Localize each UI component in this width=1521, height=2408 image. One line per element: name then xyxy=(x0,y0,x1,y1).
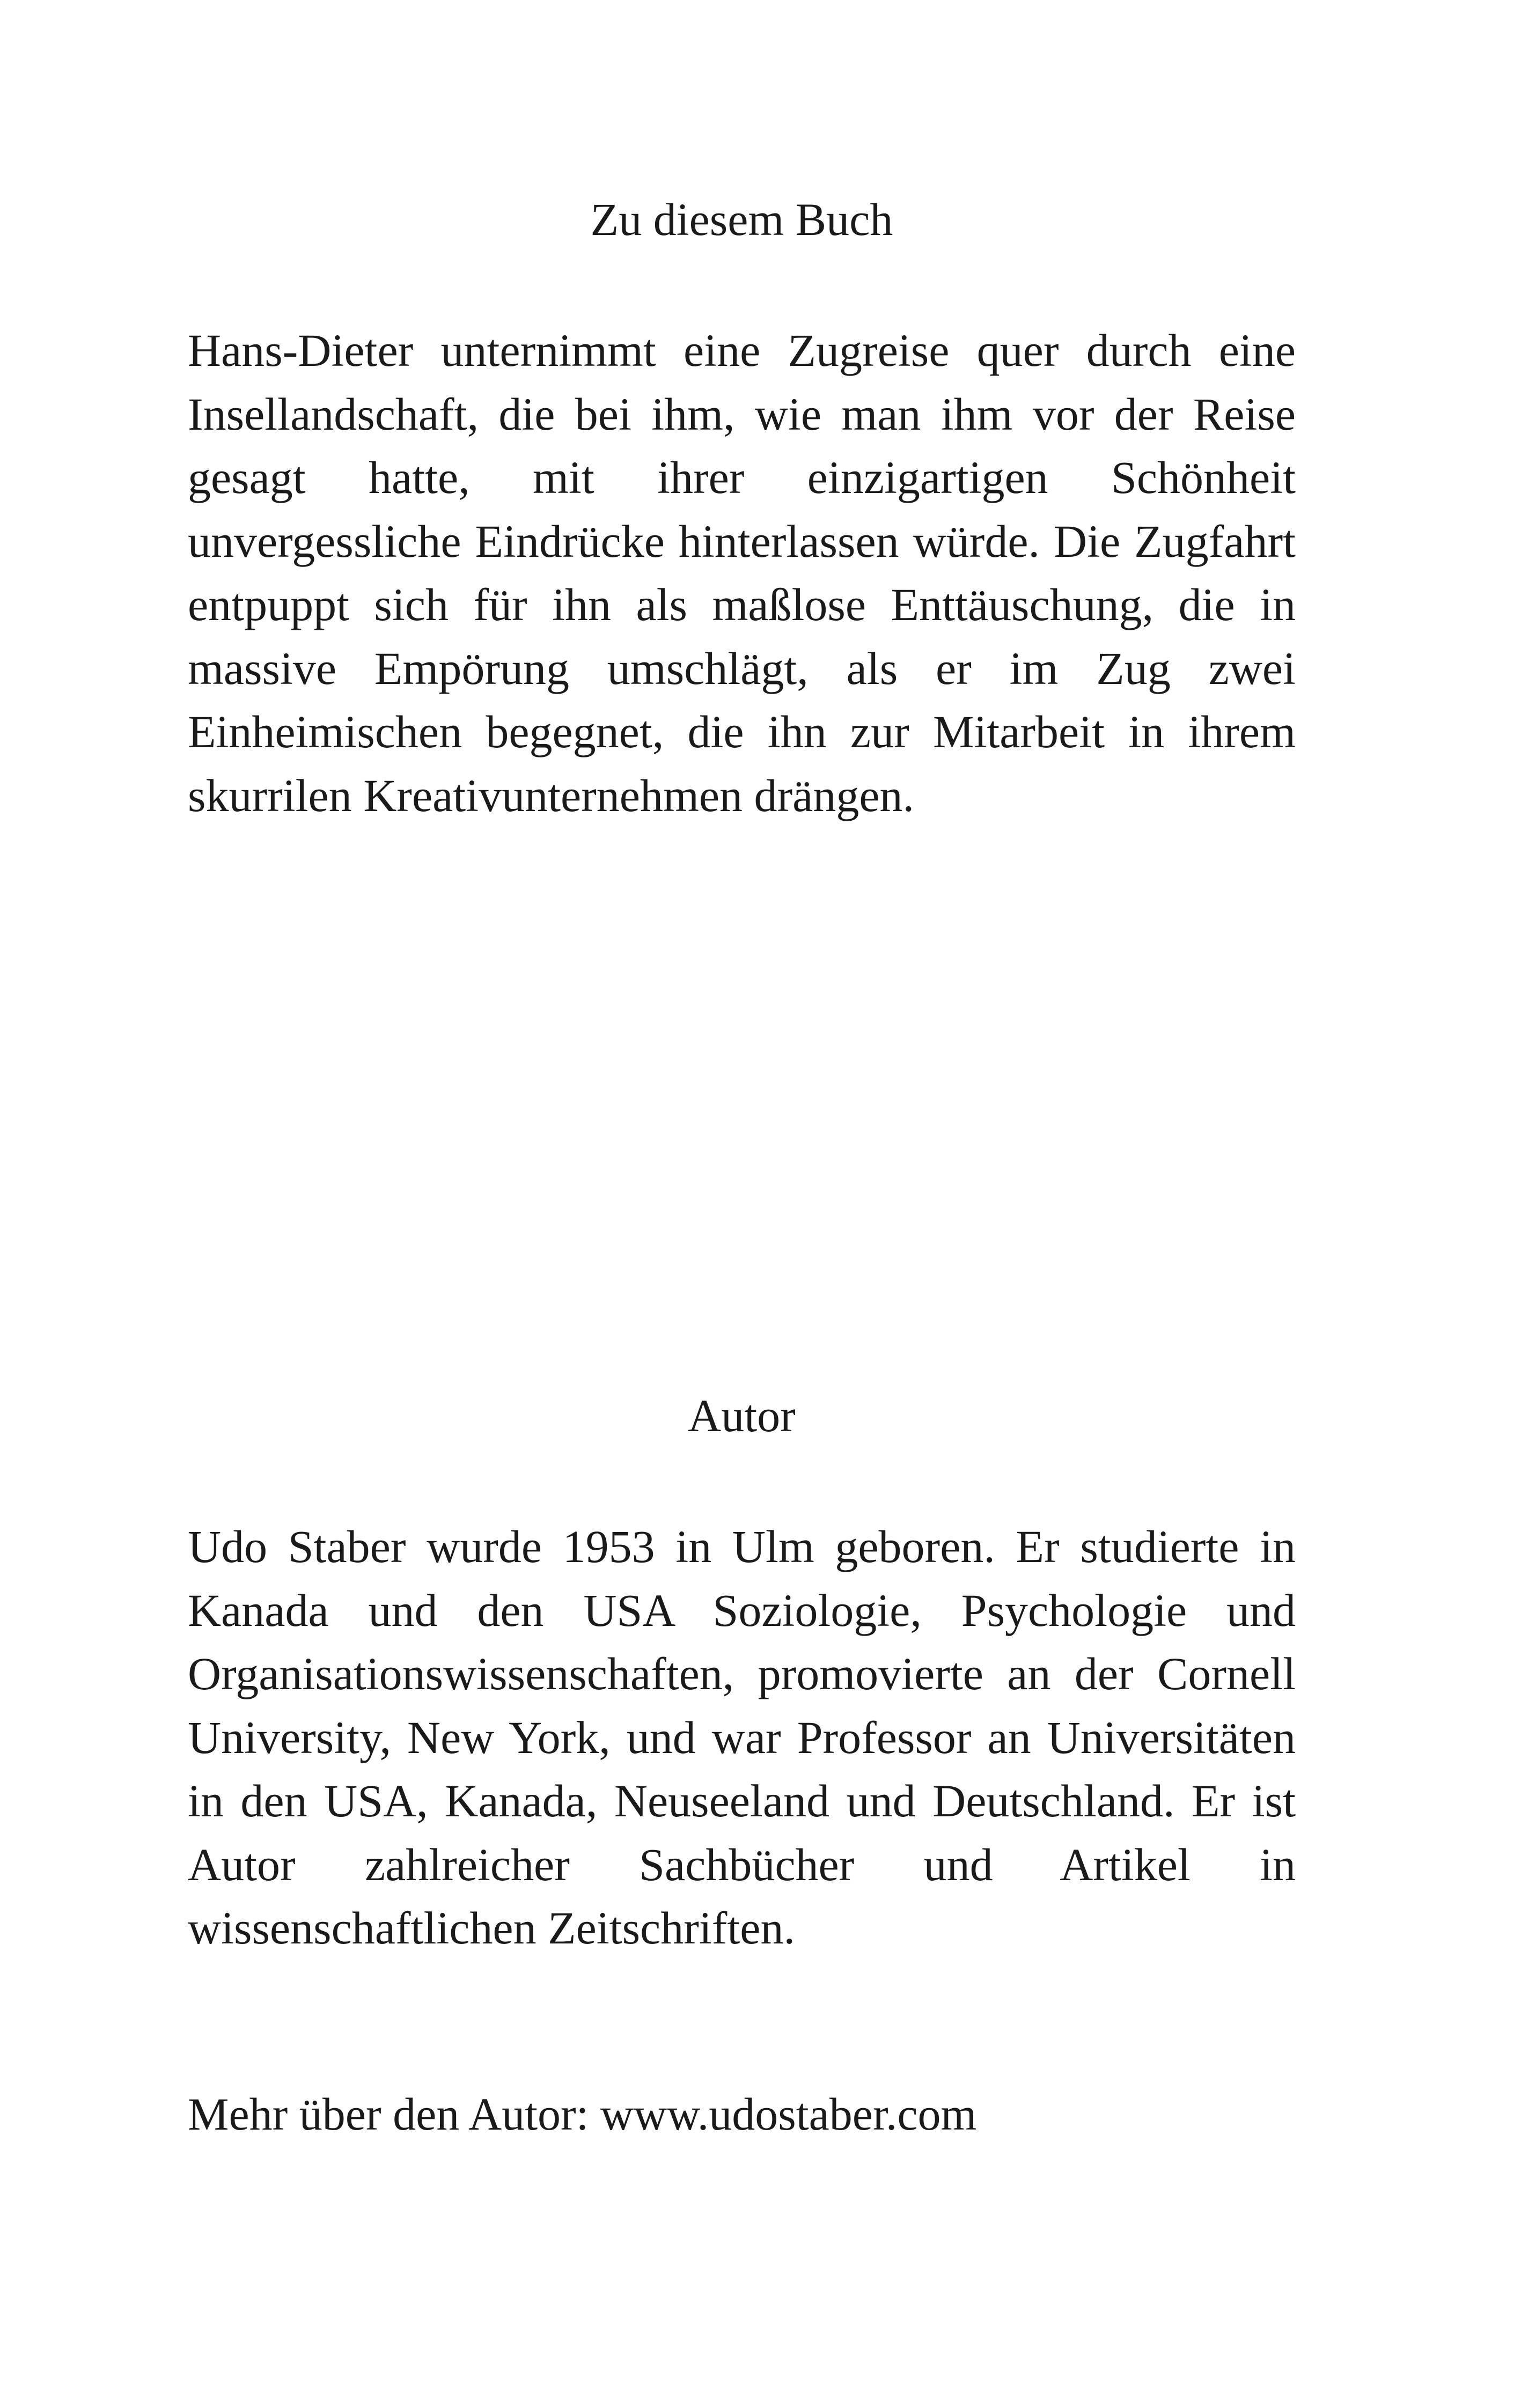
author-section-heading: Autor xyxy=(688,1390,796,1441)
author-website-line: Mehr über den Autor: www.udostaber.com xyxy=(188,2088,977,2140)
author-biography: Udo Staber wurde 1953 in Ulm geboren. Er studierte in Kanada und den USA Soziologie, Psychologie und Organisationswissenschaften, promovierte an der Cornell University, New York, und war Professor an Universitäten in den USA, Kanada, Neuseeland und Deutschland. Er ist Autor zahlreicher Sachbücher und Artikel in wissenschaftlichen Zeitschriften. xyxy=(188,1521,1296,1954)
book-description: Hans-Dieter unternimmt eine Zugreise quer durch eine Insellandschaft, die bei ihm, wie man ihm vor der Reise gesagt hatte, mit ihrer einzigartigen Schönheit unvergessliche Eindrücke hinterlassen würde. Die Zugfahrt entpuppt sich für ihn als maßlose Enttäuschung, die in massive Empörung umschlägt, als er im Zug zwei Einheimischen begegnet, die ihn zur Mitarbeit in ihrem skurrilen Kreativunternehmen drängen. xyxy=(188,325,1296,821)
book-section-heading: Zu diesem Buch xyxy=(590,194,893,245)
